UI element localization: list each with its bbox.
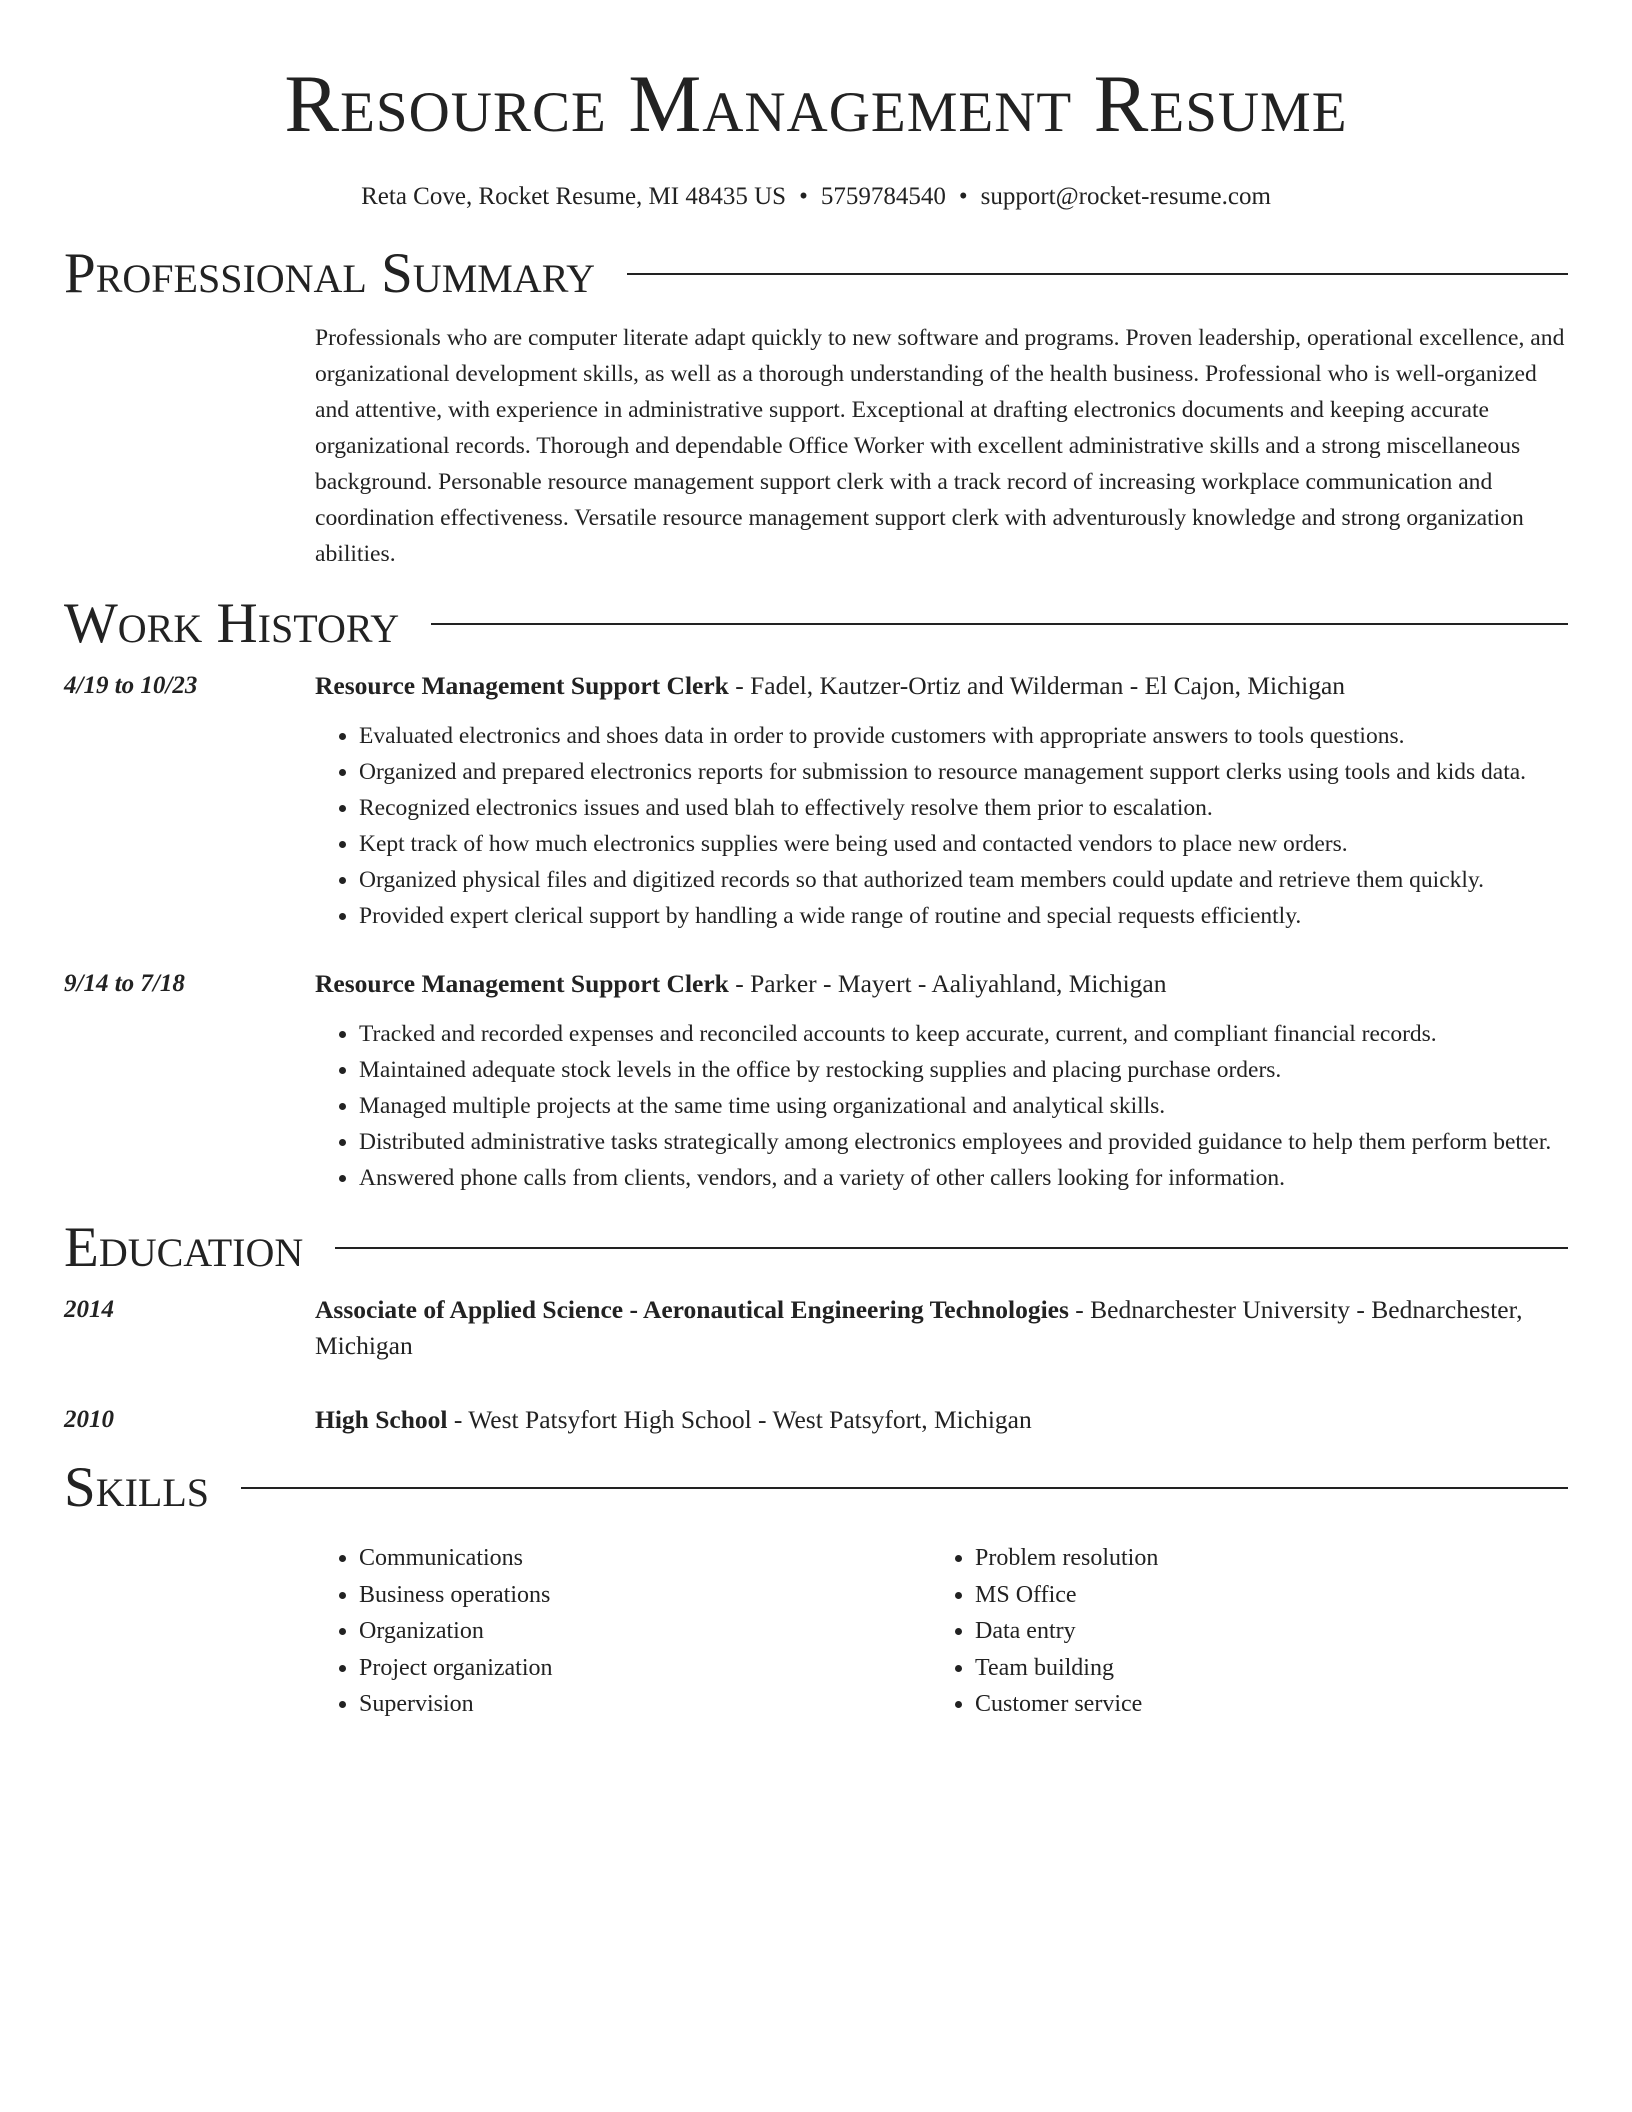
skills-row bbox=[64, 1540, 1568, 1723]
section-divider bbox=[241, 1487, 1568, 1489]
job-header bbox=[315, 966, 1568, 1002]
resume-title: Resource Management Resume bbox=[284, 58, 1348, 149]
education-section-header bbox=[64, 1216, 1568, 1280]
job-bullet: • Answered phone calls from clients, vendors, and a variety of other callers looking for information. bbox=[359, 1160, 1568, 1196]
education-year: 2010 bbox=[64, 1406, 114, 1433]
job-bullet: • Recognized electronics issues and used blah to effectively resolve them prior to escalation. bbox=[359, 790, 1568, 826]
job-details: - Parker - Mayert - Aaliyahland, Michigan bbox=[728, 969, 1167, 998]
job-bullets bbox=[315, 1016, 1568, 1196]
skill-item: • Communications bbox=[359, 1540, 931, 1577]
section-divider bbox=[431, 623, 1568, 625]
skill-item: • Business operations bbox=[359, 1577, 931, 1614]
contact-line bbox=[64, 182, 1568, 212]
education-entry bbox=[64, 1292, 1568, 1364]
work-section-header bbox=[64, 592, 1568, 656]
job-bullet: • Provided expert clerical support by handling a wide range of routine and special requests efficiently. bbox=[359, 898, 1568, 934]
skill-item: • Team building bbox=[975, 1650, 1547, 1687]
skill-item: • Organization bbox=[359, 1613, 931, 1650]
job-title: Resource Management Support Clerk bbox=[315, 671, 729, 700]
job-bullet: • Kept track of how much electronics supplies were being used and contacted vendors to place new orders. bbox=[359, 826, 1568, 862]
contact-separator: • bbox=[958, 183, 968, 210]
education-year: 2014 bbox=[64, 1296, 114, 1323]
skill-item: • Supervision bbox=[359, 1686, 931, 1723]
skills-column-right bbox=[931, 1540, 1547, 1723]
skills-column-left bbox=[315, 1540, 931, 1723]
education-degree: Associate of Applied Science - Aeronautical Engineering Technologies bbox=[315, 1295, 1069, 1324]
job-title: Resource Management Support Clerk bbox=[315, 969, 729, 998]
job-dates: 4/19 to 10/23 bbox=[64, 672, 198, 699]
job-bullet: • Tracked and recorded expenses and reconciled accounts to keep accurate, current, and compliant financial records. bbox=[359, 1016, 1568, 1052]
summary-section-header bbox=[64, 242, 1568, 306]
job-bullet: • Maintained adequate stock levels in the office by restocking supplies and placing purchase orders. bbox=[359, 1052, 1568, 1088]
summary-row bbox=[64, 320, 1568, 572]
job-bullet: • Organized physical files and digitized records so that authorized team members could update and retrieve them quickly. bbox=[359, 862, 1568, 898]
summary-heading: Professional Summary bbox=[64, 242, 596, 305]
skill-item: • Problem resolution bbox=[975, 1540, 1547, 1577]
skills-section-header bbox=[64, 1456, 1568, 1520]
job-bullet: • Distributed administrative tasks strategically among electronics employees and provided guidance to help them perform better. bbox=[359, 1124, 1568, 1160]
education-degree: High School bbox=[315, 1405, 448, 1434]
education-school: - Bednarchester University - Bednarchester, Michigan bbox=[315, 1295, 1523, 1360]
contact-address: Reta Cove, Rocket Resume, MI 48435 US bbox=[361, 183, 787, 210]
skill-item: • Project organization bbox=[359, 1650, 931, 1687]
education-entry bbox=[64, 1402, 1568, 1438]
education-details bbox=[315, 1402, 1568, 1438]
summary-text: Professionals who are computer literate adapt quickly to new software and programs. Proven leadership, operational excellence, and organizational development skills, as well as a thorough understanding of the health business. Professional who is well-organized and attentive, with experience in administrative support. Exceptional at drafting electronics documents and keeping accurate organizational records. Thorough and dependable Office Worker with excellent administrative skills and a strong miscellaneous background. Personable resource management support clerk with a track record of increasing workplace communication and coordination effectiveness. Versatile resource management support clerk with adventurously knowledge and strong organization abilities. bbox=[315, 325, 1565, 567]
job-header bbox=[315, 668, 1568, 704]
work-heading: Work History bbox=[64, 592, 400, 655]
skill-item: • MS Office bbox=[975, 1577, 1547, 1614]
education-school: - West Patsyfort High School - West Patsyfort, Michigan bbox=[447, 1405, 1032, 1434]
job-bullet: • Managed multiple projects at the same time using organizational and analytical skills. bbox=[359, 1088, 1568, 1124]
skills-heading: Skills bbox=[64, 1456, 210, 1519]
job-entry bbox=[64, 966, 1568, 1196]
contact-email: support@rocket-resume.com bbox=[980, 183, 1271, 210]
job-bullets bbox=[315, 718, 1568, 934]
contact-separator: • bbox=[799, 183, 808, 210]
education-heading: Education bbox=[64, 1216, 304, 1279]
job-bullet: • Evaluated electronics and shoes data in order to provide customers with appropriate answers to tools questions. bbox=[359, 718, 1568, 754]
job-entry bbox=[64, 668, 1568, 934]
education-details bbox=[315, 1292, 1568, 1364]
skill-item: • Data entry bbox=[975, 1613, 1547, 1650]
section-divider bbox=[335, 1247, 1568, 1249]
section-divider bbox=[627, 273, 1568, 275]
job-details: - Fadel, Kautzer-Ortiz and Wilderman - El Cajon, Michigan bbox=[728, 671, 1346, 700]
skills-list bbox=[315, 1540, 1547, 1723]
job-dates: 9/14 to 7/18 bbox=[64, 970, 185, 997]
contact-phone: 5759784540 bbox=[820, 183, 946, 210]
job-bullet: • Organized and prepared electronics reports for submission to resource management support clerks using tools and kids data. bbox=[359, 754, 1568, 790]
skill-item: • Customer service bbox=[975, 1686, 1547, 1723]
